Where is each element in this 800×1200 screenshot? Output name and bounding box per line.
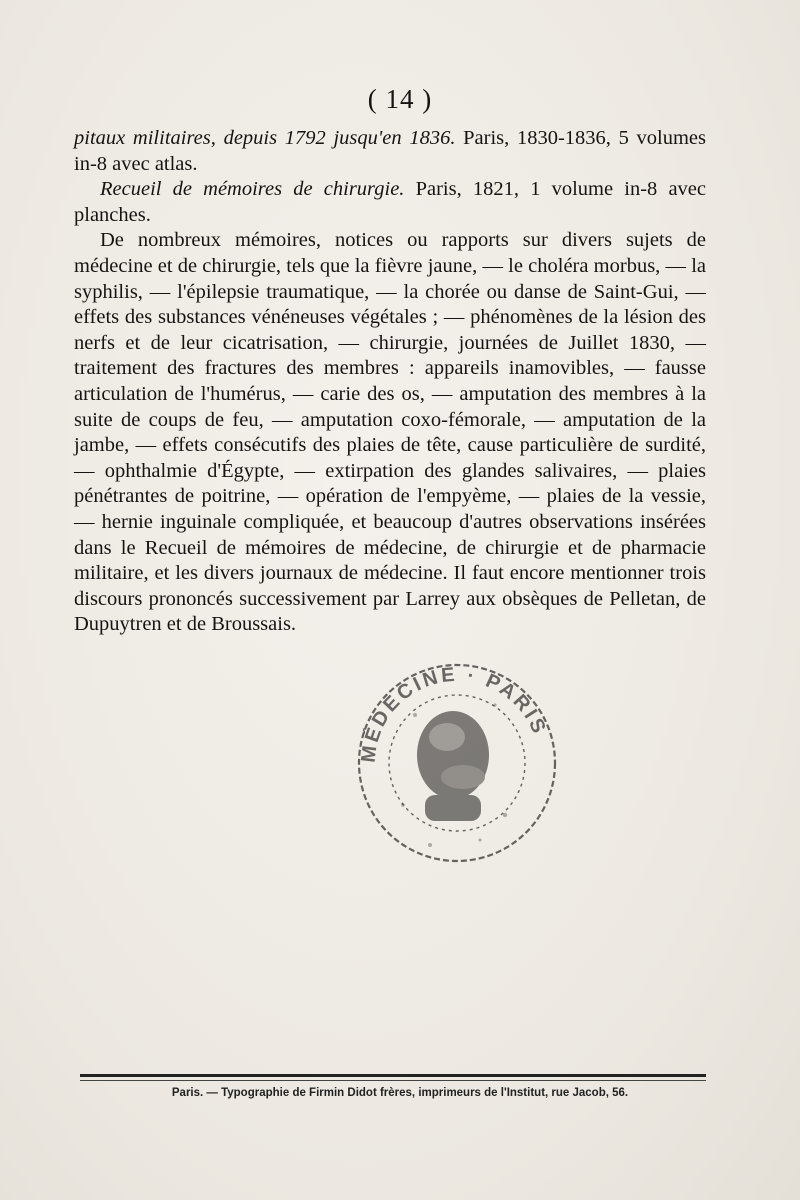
entry-details: Paris, 1821, 1 volume in-8 avec planches. bbox=[74, 178, 706, 226]
entry-title-italic: pitaux militaires, depuis 1792 jusqu'en 1836. bbox=[74, 127, 456, 149]
memoirs-paragraph bbox=[74, 228, 706, 638]
stamp-portrait bbox=[417, 711, 489, 821]
printer-imprint: Paris. — Typographie de Firmin Didot frères, imprimeurs de l'Institut, rue Jacob, 56. bbox=[171, 1087, 629, 1099]
bibliography-entry bbox=[74, 177, 706, 228]
bibliography-entry-continued bbox=[74, 126, 706, 177]
stamp-ring-text: MÉDECINE · PARIS bbox=[357, 663, 551, 764]
library-stamp-seal bbox=[345, 645, 565, 870]
entry-title-italic: Recueil de mémoires de chirurgie. bbox=[100, 178, 405, 201]
footer-rule-thick bbox=[80, 1074, 706, 1077]
paragraph-text: De nombreux mémoires, notices ou rapports sur divers sujets de médecine et de chirurgie, tels que la fièvre jaune, — le choléra morbus, — la syphilis, — l'épilepsie traumatique, — la chorée ou danse de Saint-Gui, — effets des substances vénéneuses végétales ; — phénomènes de la lésion des nerfs et de leur cicatrisation, — chirurgie, journées de Juillet 1830, — traitement des fractures des membres : appareils inamovibles, — fausse articulation de l'humérus, — carie des os, — amputation des membres à la suite de coups de feu, — amputation coxo-fémorale, — amputation de la jambe, — effets consécutifs des plaies de tête, cause particulière de surdité, — ophthalmie d'Égypte, — extirpation des glandes salivaires, — plaies pénétrantes de poitrine, — opération de l'empyème, — plaies de la vessie, — hernie inguinale compliquée, et beaucoup d'autres observations insérées dans le Recueil de mémoires de médecine, de chirurgie et de pharmacie militaire, et les divers journaux de médecine. Il faut encore mentionner trois discours prononcés successivement par Larrey aux obsèques de Pelletan, de Dupuytren et de Broussais. bbox=[74, 229, 706, 636]
footer-rule-thin bbox=[80, 1080, 706, 1081]
page-number: ( 14 ) bbox=[367, 84, 433, 114]
entry-details: Paris, 1830-1836, 5 volumes in-8 avec atlas. bbox=[74, 127, 707, 175]
body-text bbox=[74, 126, 706, 638]
